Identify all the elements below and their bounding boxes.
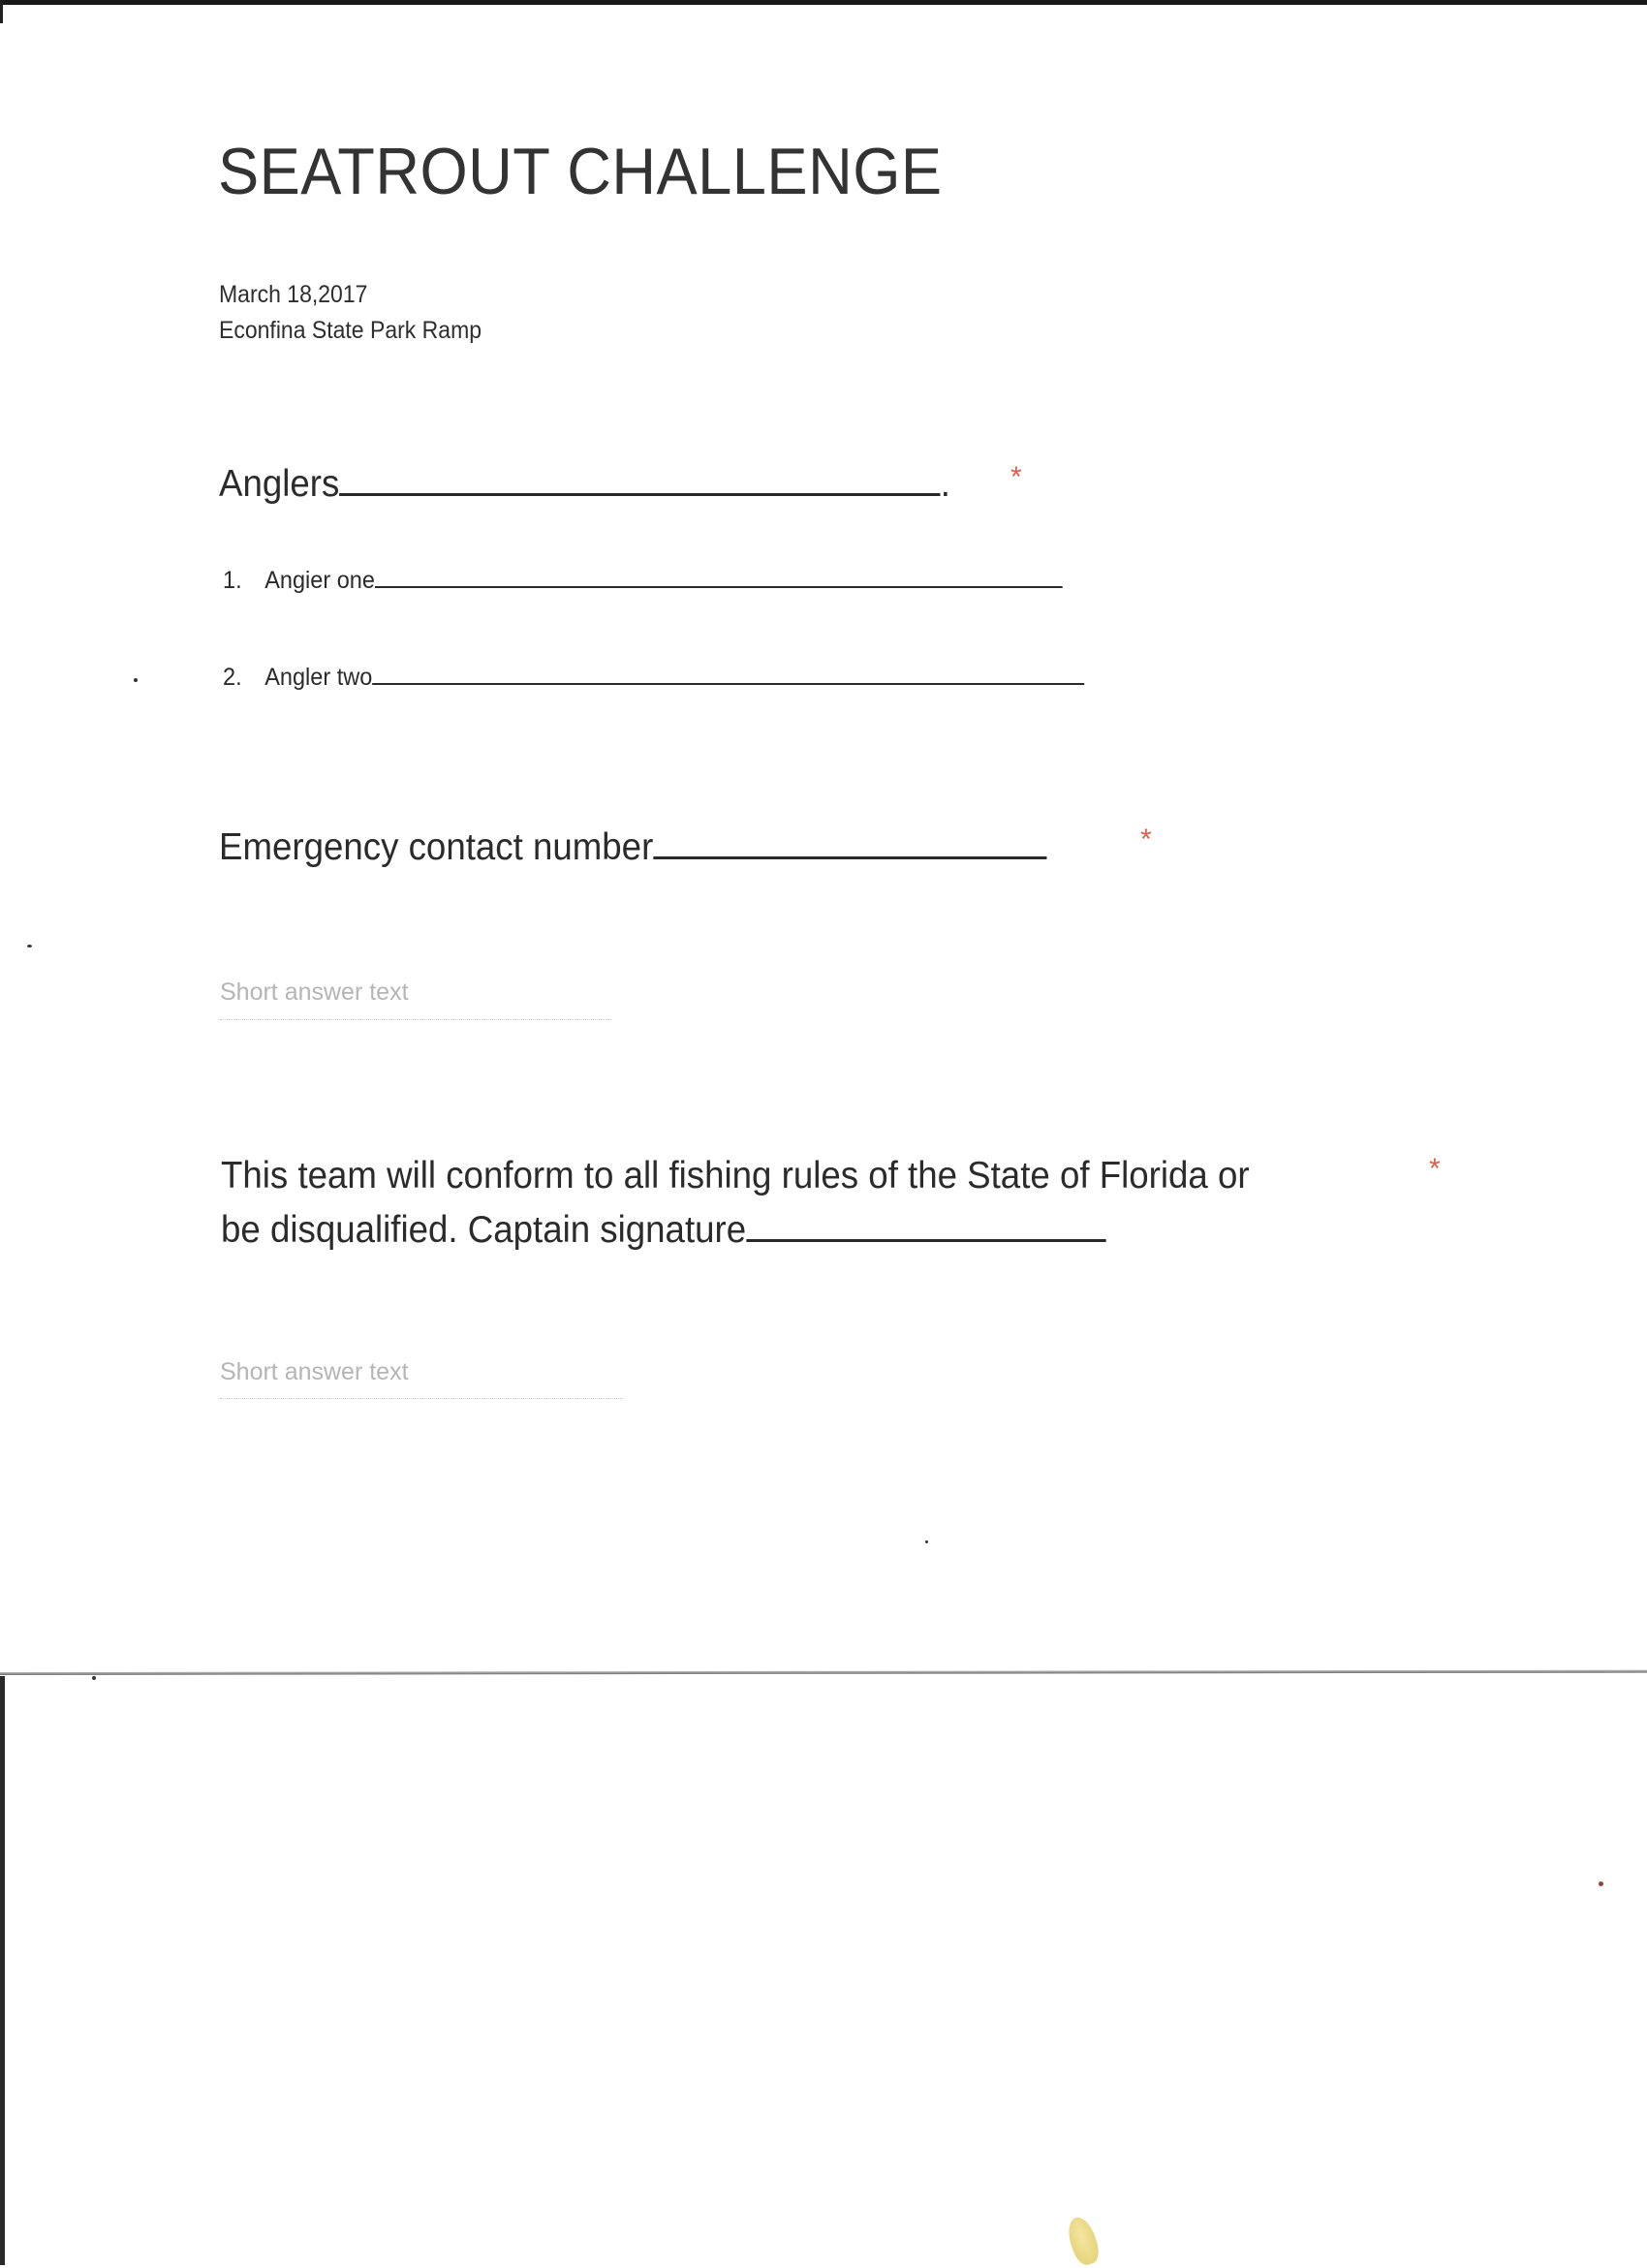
- captain-signature-input-underline: [220, 1398, 623, 1399]
- scan-left-edge-bottom: [0, 1676, 5, 2265]
- rules-question-line2: [221, 1209, 1105, 1252]
- form-title: SEATROUT CHALLENGE: [218, 135, 943, 208]
- event-date: March 18,2017: [219, 281, 368, 308]
- angler-one-item: [223, 567, 1063, 595]
- emergency-contact-required-icon: *: [1140, 823, 1152, 855]
- rules-question-line1: This team will conform to all fishing rules of the State of Florida or: [221, 1155, 1250, 1196]
- scan-left-edge: [0, 0, 3, 23]
- scan-speck: [134, 678, 138, 682]
- scan-speck: [925, 1540, 928, 1543]
- captain-signature-input[interactable]: [220, 1358, 607, 1386]
- angler-two-item: [223, 664, 1084, 692]
- scan-speck: [92, 1676, 96, 1680]
- event-location: Econfina State Park Ramp: [219, 317, 482, 344]
- anglers-blank-line[interactable]: [339, 489, 940, 496]
- scan-speck: [27, 945, 32, 948]
- emergency-contact-input[interactable]: [220, 979, 607, 1007]
- scan-speck: [1599, 1881, 1603, 1886]
- scan-top-edge: [0, 0, 1647, 5]
- anglers-question: [219, 463, 950, 506]
- anglers-required-icon: *: [1010, 461, 1022, 493]
- emergency-contact-question: [219, 826, 1046, 869]
- angler-one-blank-line[interactable]: [375, 584, 1063, 589]
- emergency-contact-input-underline: [220, 1019, 611, 1020]
- rules-required-icon: *: [1429, 1153, 1441, 1185]
- anglers-label: Anglers: [219, 463, 340, 505]
- angler-two-label: Angler two: [264, 664, 373, 691]
- rules-question-label: be disqualified. Captain signature: [221, 1209, 747, 1251]
- page-fold-line: [0, 1670, 1647, 1675]
- angler-two-blank-line[interactable]: [372, 681, 1084, 686]
- angler-one-number: 1.: [223, 567, 242, 594]
- captain-signature-blank-line[interactable]: [746, 1235, 1105, 1242]
- scan-stain: [1064, 2214, 1103, 2268]
- emergency-contact-blank-line[interactable]: [653, 853, 1046, 859]
- angler-two-number: 2.: [223, 664, 242, 691]
- emergency-contact-label: Emergency contact number: [219, 826, 654, 868]
- angler-one-label: Angier one: [264, 567, 375, 594]
- anglers-suffix: .: [940, 463, 950, 505]
